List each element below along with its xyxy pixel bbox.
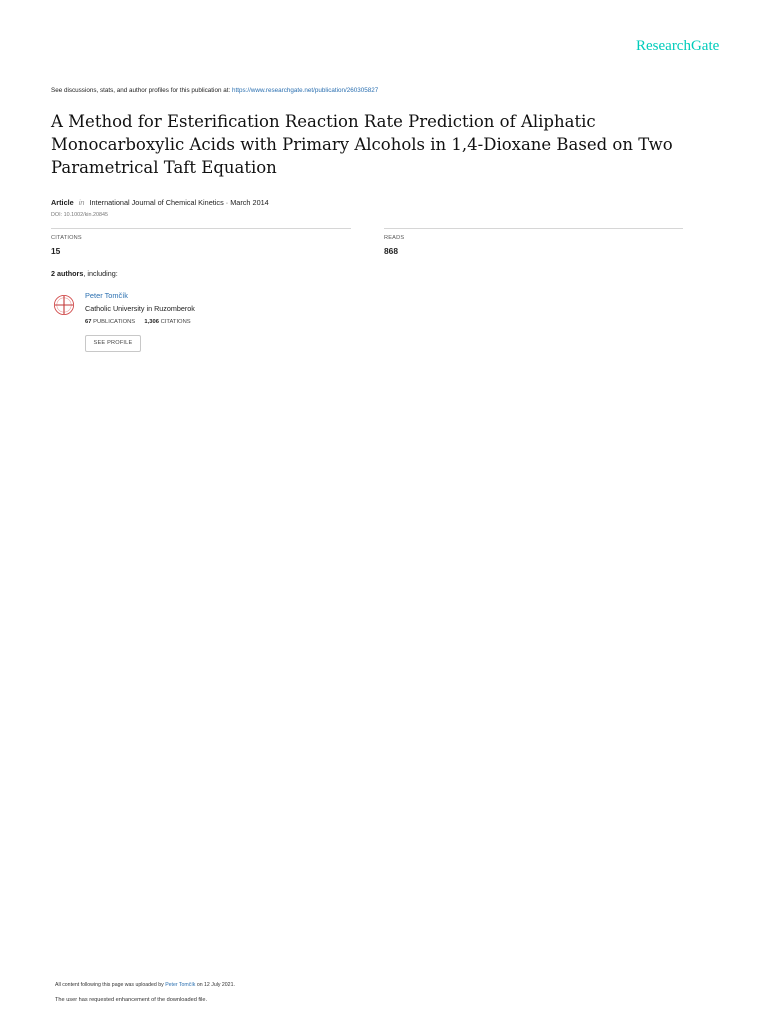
uploader-link[interactable]: Peter Tomčík xyxy=(165,982,196,988)
author-citations-label: CITATIONS xyxy=(160,319,191,325)
authors-count: 2 authors xyxy=(51,269,84,278)
author-citations-count: 1,306 xyxy=(144,319,159,325)
author-name-link[interactable]: Peter Tomčík xyxy=(85,291,128,300)
reads-value: 868 xyxy=(384,246,398,256)
publication-url-link[interactable]: https://www.researchgate.net/publication/260305827 xyxy=(231,87,379,94)
author-stats xyxy=(85,319,191,325)
author-institution: Catholic University in Ruzomberok xyxy=(85,304,195,313)
citations-value: 15 xyxy=(51,246,61,256)
reads-label: READS xyxy=(384,235,405,241)
author-publications-label: PUBLICATIONS xyxy=(93,319,136,325)
see-profile-button[interactable]: SEE PROFILE xyxy=(85,335,141,352)
publication-title: A Method for Esterification Reaction Rate Prediction of Aliphatic Monocarboxylic Acids with Primary Alcohols in 1,4-Dioxane Based on Two Parametrical Taft Equation xyxy=(51,112,673,177)
in-word: in xyxy=(78,198,85,207)
doi: DOI: 10.1002/kin.20845 xyxy=(51,212,108,218)
discussion-line xyxy=(51,87,378,94)
authors-suffix: , including: xyxy=(83,269,118,278)
authors-heading xyxy=(51,269,118,278)
divider-citations xyxy=(51,228,351,229)
divider-reads xyxy=(384,228,683,229)
upload-suffix: on 12 July 2021. xyxy=(196,982,235,988)
enhancement-note: The user has requested enhancement of the downloaded file. xyxy=(55,997,208,1003)
publication-meta xyxy=(51,198,269,207)
citations-label: CITATIONS xyxy=(51,235,82,241)
journal-info: International Journal of Chemical Kinetics · March 2014 xyxy=(89,198,269,207)
researchgate-logo[interactable]: ResearchGate xyxy=(636,38,720,54)
cross-emblem-icon[interactable] xyxy=(53,294,75,316)
discussion-prefix: See discussions, stats, and author profiles for this publication at: xyxy=(51,87,231,94)
upload-note xyxy=(55,982,235,988)
upload-prefix: All content following this page was uploaded by xyxy=(55,982,164,988)
author-publications-count: 67 xyxy=(85,319,92,325)
publication-type: Article xyxy=(51,198,74,207)
